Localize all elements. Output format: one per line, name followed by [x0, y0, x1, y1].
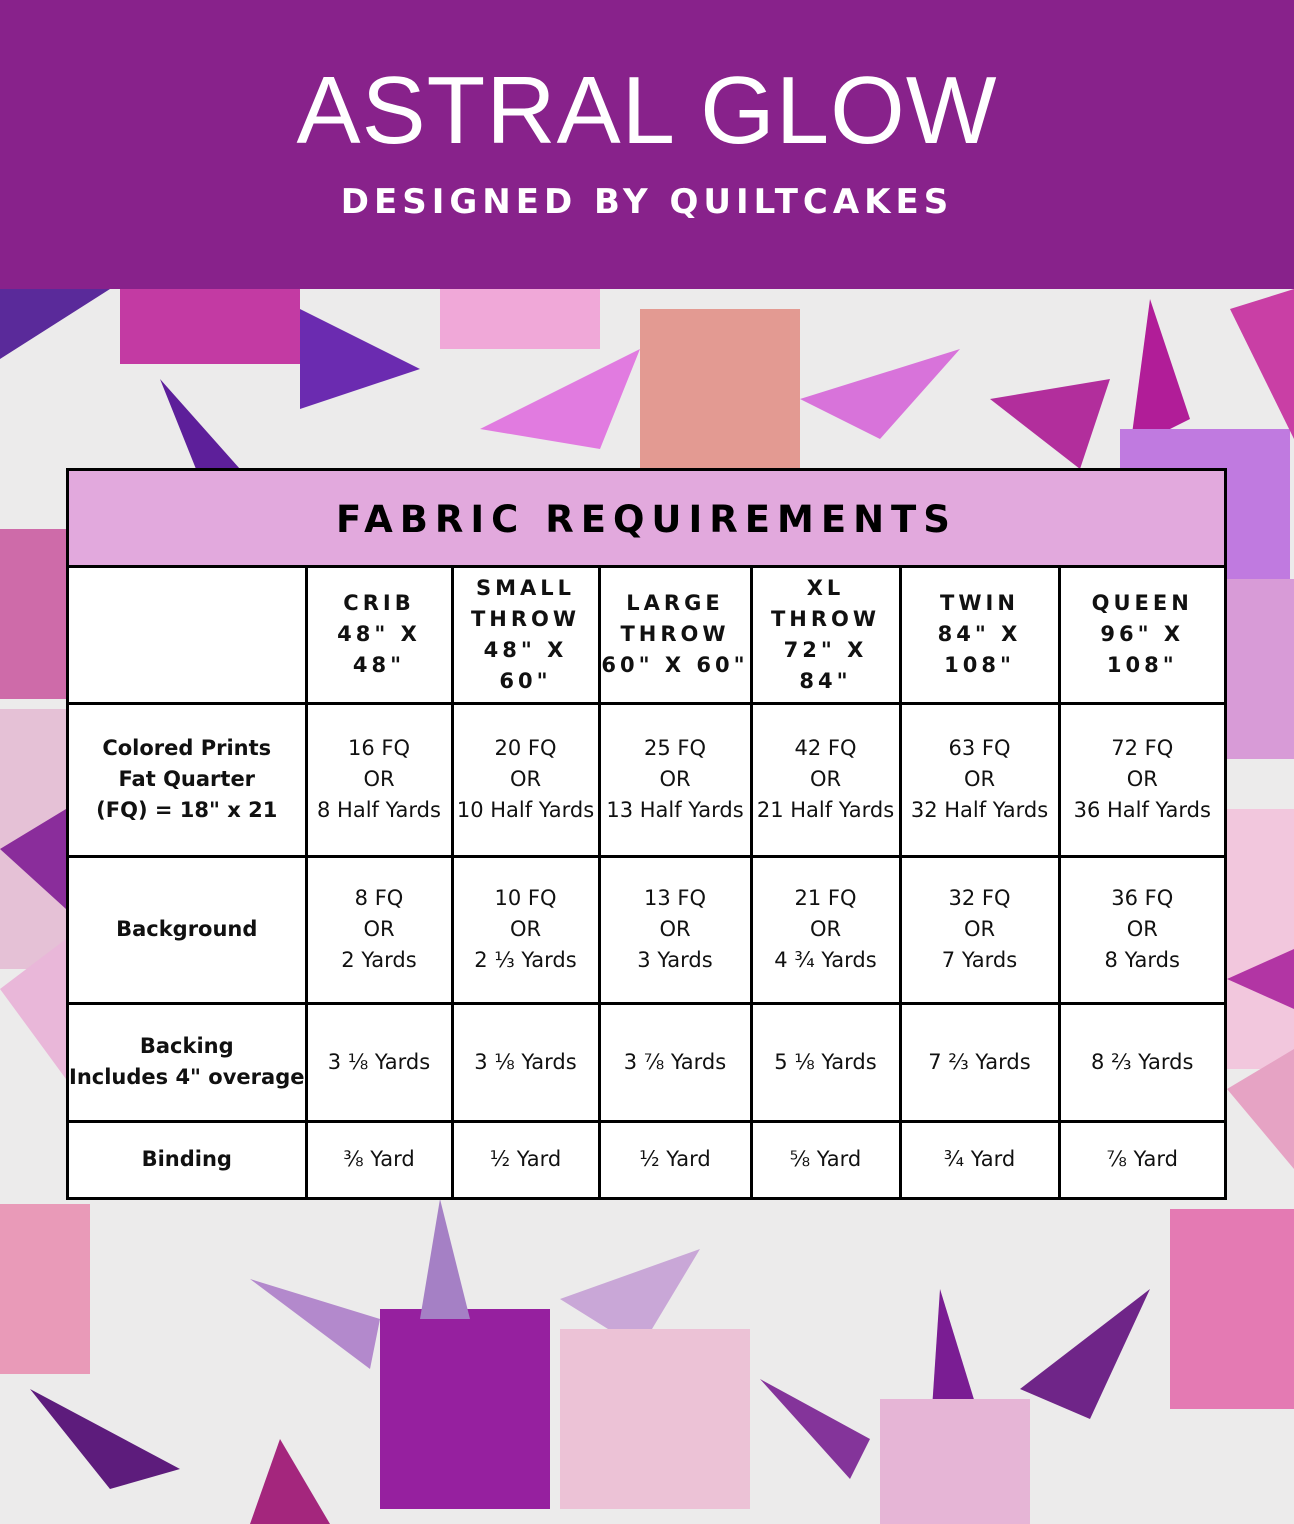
- column-header-large-throw: [599, 568, 751, 703]
- column-header-xl-throw: [751, 568, 900, 703]
- cell-line: 10 Half Yards: [456, 798, 595, 822]
- table-cell: [599, 856, 751, 1003]
- cell-line: 96" X 108": [1100, 622, 1185, 678]
- table-title: FABRIC REQUIREMENTS: [69, 471, 1224, 568]
- column-header-twin: [900, 568, 1059, 703]
- cell-line: 72 FQ: [1111, 736, 1174, 760]
- table-row: [69, 1121, 1224, 1197]
- cell-line: 84" X 108": [937, 622, 1022, 678]
- cell-line: OR: [809, 767, 842, 791]
- cell-line: 42 FQ: [794, 736, 857, 760]
- cell-line: OR: [659, 917, 691, 941]
- cell-line: 60" X 60": [601, 653, 749, 678]
- cell-line: OR: [363, 917, 395, 941]
- cell-line: SMALL: [475, 575, 576, 600]
- cell-line: 4 ¾ Yards: [774, 948, 877, 972]
- corner-cell: [69, 568, 306, 703]
- table-cell: [900, 1003, 1059, 1121]
- cell-line: 2 Yards: [341, 948, 417, 972]
- cell-line: 7 ⅔ Yards: [928, 1049, 1031, 1074]
- cell-line: 72" X 84": [783, 637, 868, 693]
- cell-line: 32 FQ: [948, 886, 1011, 910]
- header-banner: [0, 0, 1294, 289]
- table-cell: [306, 856, 452, 1003]
- table-cell: [599, 1121, 751, 1197]
- cell-line: 16 FQ: [347, 736, 410, 760]
- row-label-background: [69, 856, 306, 1003]
- table-cell: [1059, 1003, 1224, 1121]
- cell-line: Binding: [141, 1147, 232, 1172]
- cell-line: CRIB: [343, 591, 415, 616]
- table-row: [69, 856, 1224, 1003]
- cell-line: OR: [659, 767, 691, 791]
- table-cell: [452, 856, 599, 1003]
- header-row: [69, 568, 1224, 703]
- cell-line: 7 Yards: [941, 948, 1018, 972]
- table-cell: [1059, 703, 1224, 856]
- cell-line: 2 ⅓ Yards: [474, 948, 577, 972]
- cell-line: Fat Quarter: [118, 767, 256, 791]
- cell-line: Includes 4" overage: [69, 1065, 305, 1089]
- table-cell: [306, 1121, 452, 1197]
- table-row: [69, 703, 1224, 856]
- cell-line: 8 FQ: [354, 886, 404, 910]
- cell-line: 32 Half Yards: [910, 798, 1049, 822]
- table-cell: [452, 703, 599, 856]
- table-cell: [452, 1003, 599, 1121]
- table-row: [69, 1003, 1224, 1121]
- cell-line: 36 FQ: [1111, 886, 1174, 910]
- row-label-binding: [69, 1121, 306, 1197]
- cell-line: 3 Yards: [637, 948, 713, 972]
- cell-line: OR: [509, 917, 542, 941]
- table-cell: [306, 703, 452, 856]
- table-cell: [599, 1003, 751, 1121]
- cell-line: 8 Half Yards: [317, 798, 441, 822]
- cell-line: OR: [963, 917, 996, 941]
- cell-line: 10 FQ: [494, 886, 557, 910]
- cell-line: ½ Yard: [639, 1147, 711, 1172]
- cell-line: XL: [806, 575, 845, 600]
- cell-line: ¾ Yard: [943, 1147, 1016, 1172]
- cell-line: 63 FQ: [948, 736, 1011, 760]
- cell-line: THROW: [770, 606, 881, 631]
- cell-line: 21 FQ: [794, 886, 857, 910]
- designer-subtitle: DESIGNED BY QUILTCAKES: [340, 182, 954, 222]
- table-cell: [452, 1121, 599, 1197]
- cell-line: LARGE: [626, 591, 724, 616]
- cell-line: Colored Prints: [102, 736, 272, 760]
- cell-line: 8 Yards: [1104, 948, 1180, 972]
- cell-line: 25 FQ: [643, 736, 706, 760]
- table-cell: [306, 1003, 452, 1121]
- table-cell: [900, 703, 1059, 856]
- cell-line: 48" X 48": [337, 622, 421, 678]
- cell-line: ½ Yard: [489, 1147, 562, 1172]
- cell-line: 48" X 60": [483, 637, 568, 693]
- table-cell: [900, 1121, 1059, 1197]
- fabric-requirements-table: [66, 468, 1227, 1200]
- cell-line: THROW: [470, 606, 581, 631]
- cell-line: 3 ⅛ Yards: [327, 1049, 431, 1074]
- cell-line: TWIN: [940, 591, 1019, 616]
- cell-line: OR: [1126, 917, 1158, 941]
- column-header-small-throw: [452, 568, 599, 703]
- table-cell: [751, 1003, 900, 1121]
- page-title: ASTRAL GLOW: [296, 57, 998, 164]
- cell-line: ⅜ Yard: [343, 1147, 415, 1172]
- cell-line: 13 FQ: [643, 886, 706, 910]
- cell-line: OR: [1126, 767, 1158, 791]
- requirements-grid: [69, 568, 1224, 1197]
- cell-line: THROW: [620, 622, 730, 647]
- table-cell: [751, 856, 900, 1003]
- table-cell: [751, 703, 900, 856]
- row-label-backing: [69, 1003, 306, 1121]
- cell-line: 20 FQ: [494, 736, 557, 760]
- cell-line: OR: [963, 767, 996, 791]
- table-cell: [1059, 856, 1224, 1003]
- column-header-crib: [306, 568, 452, 703]
- cell-line: (FQ) = 18" x 21: [96, 798, 278, 822]
- row-label-colored-prints: [69, 703, 306, 856]
- cell-line: Background: [116, 917, 258, 941]
- cell-line: 3 ⅞ Yards: [623, 1049, 727, 1074]
- column-header-queen: [1059, 568, 1224, 703]
- table-cell: [1059, 1121, 1224, 1197]
- cell-line: 13 Half Yards: [606, 798, 744, 822]
- cell-line: OR: [809, 917, 842, 941]
- cell-line: OR: [363, 767, 395, 791]
- cell-line: 21 Half Yards: [756, 798, 895, 822]
- cell-line: 3 ⅛ Yards: [474, 1049, 577, 1074]
- cell-line: 5 ⅛ Yards: [774, 1049, 877, 1074]
- cell-line: QUEEN: [1091, 591, 1193, 616]
- cell-line: OR: [509, 767, 542, 791]
- table-cell: [900, 856, 1059, 1003]
- cell-line: ⅝ Yard: [789, 1147, 862, 1172]
- cell-line: ⅞ Yard: [1106, 1147, 1178, 1172]
- table-cell: [751, 1121, 900, 1197]
- cell-line: Backing: [139, 1034, 234, 1058]
- cell-line: 8 ⅔ Yards: [1091, 1049, 1194, 1074]
- cell-line: 36 Half Yards: [1073, 798, 1211, 822]
- table-cell: [599, 703, 751, 856]
